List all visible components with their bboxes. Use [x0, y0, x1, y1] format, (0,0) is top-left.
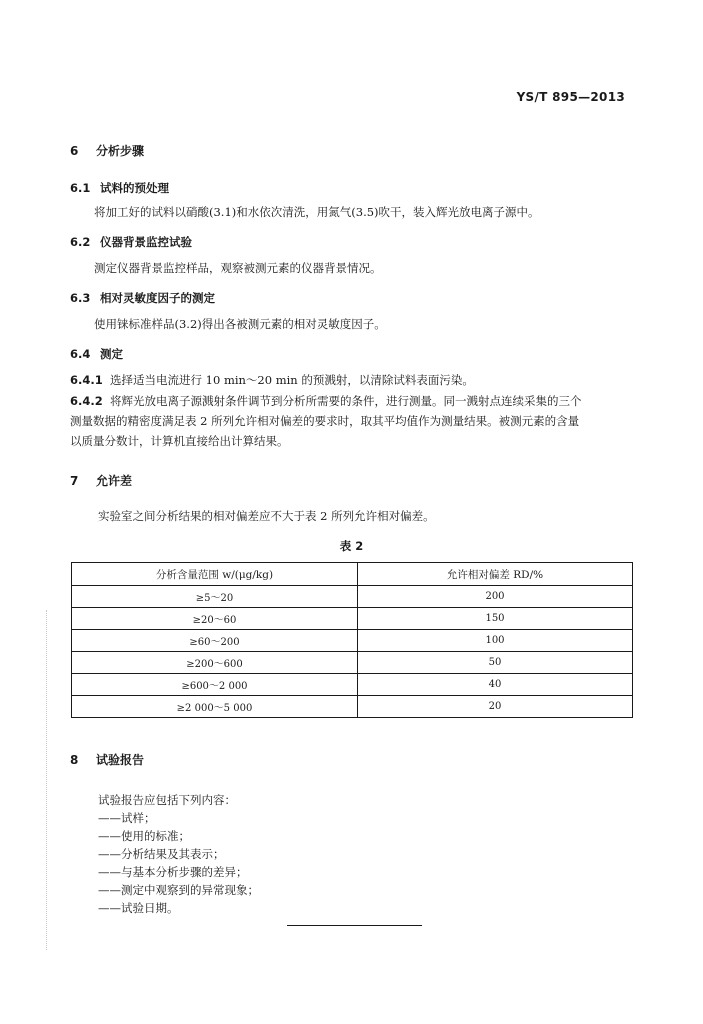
clause-6-4-2 [70, 391, 632, 411]
section-6-1-heading [70, 180, 169, 196]
column-header: 分析含量范围 w/(μg/kg) [72, 563, 358, 586]
section-number: 6 [70, 144, 79, 158]
clause-6-4-1 [70, 370, 632, 390]
section-7-heading [70, 472, 132, 489]
table-cell: ≥5～20 [72, 586, 358, 608]
table-cell: ≥600～2 000 [72, 674, 358, 696]
table-cell: 20 [358, 696, 633, 718]
section-number: 7 [70, 474, 79, 488]
section-title: 试验报告 [96, 753, 145, 767]
list-item: ——与基本分析步骤的差异； [98, 865, 248, 879]
table-cell: 200 [358, 586, 633, 608]
list-item: ——使用的标准； [98, 829, 190, 843]
section-6-heading [70, 142, 144, 159]
subsection-number: 6.4 [70, 347, 91, 361]
table-cell: 100 [358, 630, 633, 652]
subsection-title: 试料的预处理 [100, 181, 169, 195]
list-item: ——试验日期。 [98, 901, 179, 915]
table-row [72, 696, 633, 718]
scan-margin-artifact [46, 610, 47, 950]
table-cell: 40 [358, 674, 633, 696]
clause-text-line-2: 测量数据的精密度满足表 2 所列允许相对偏差的要求时，取其平均值作为测量结果。被测元素的含量 [70, 414, 580, 428]
section-6-2-text: 测定仪器背景监控样品，观察被测元素的仪器背景情况。 [94, 261, 382, 275]
standard-code: YS/T 895—2013 [516, 90, 625, 104]
table-caption: 表 2 [339, 539, 364, 553]
subsection-number: 6.2 [70, 235, 91, 249]
clause-number: 6.4.1 [70, 373, 103, 387]
table-cell: ≥200～600 [72, 652, 358, 674]
table-2 [71, 562, 633, 718]
section-6-3-text: 使用铼标准样品(3.2)得出各被测元素的相对灵敏度因子。 [94, 317, 386, 331]
table-cell: ≥20～60 [72, 608, 358, 630]
section-6-4-heading [70, 346, 123, 362]
section-number: 8 [70, 753, 79, 767]
clause-text: 选择适当电流进行 10 min～20 min 的预溅射，以清除试料表面污染。 [110, 373, 474, 387]
list-item: ——测定中观察到的异常现象； [98, 883, 259, 897]
clause-text-line-3: 以质量分数计，计算机直接给出计算结果。 [70, 434, 289, 448]
section-6-1-text: 将加工好的试料以硝酸(3.1)和水依次清洗，用氮气(3.5)吹干，装入辉光放电离子源中。 [94, 205, 540, 219]
table-cell: ≥60～200 [72, 630, 358, 652]
section-title: 允许差 [96, 474, 133, 488]
table-row [72, 608, 633, 630]
table-cell: 50 [358, 652, 633, 674]
list-item: ——分析结果及其表示； [98, 847, 225, 861]
subsection-title: 测定 [100, 347, 123, 361]
column-header: 允许相对偏差 RD/% [358, 563, 633, 586]
table-row [72, 630, 633, 652]
section-7-text: 实验室之间分析结果的相对偏差应不大于表 2 所列允许相对偏差。 [98, 509, 435, 523]
subsection-number: 6.1 [70, 181, 91, 195]
section-8-heading [70, 751, 144, 768]
section-title: 分析步骤 [96, 144, 145, 158]
subsection-number: 6.3 [70, 291, 91, 305]
table-row [72, 674, 633, 696]
subsection-title: 仪器背景监控试验 [100, 235, 192, 249]
table-row [72, 652, 633, 674]
list-item: ——试样； [98, 811, 156, 825]
table-cell: 150 [358, 608, 633, 630]
clause-number: 6.4.2 [70, 394, 103, 408]
table-header-row [72, 563, 633, 586]
end-of-document-rule [287, 925, 422, 926]
clause-text-line-1: 将辉光放电离子源溅射条件调节到分析所需要的条件，进行测量。同一溅射点连续采集的三个 [110, 394, 582, 408]
subsection-title: 相对灵敏度因子的测定 [100, 291, 215, 305]
table-cell: ≥2 000～5 000 [72, 696, 358, 718]
table-row [72, 586, 633, 608]
section-6-2-heading [70, 234, 192, 250]
report-intro: 试验报告应包括下列内容： [98, 793, 236, 807]
section-6-3-heading [70, 290, 215, 306]
